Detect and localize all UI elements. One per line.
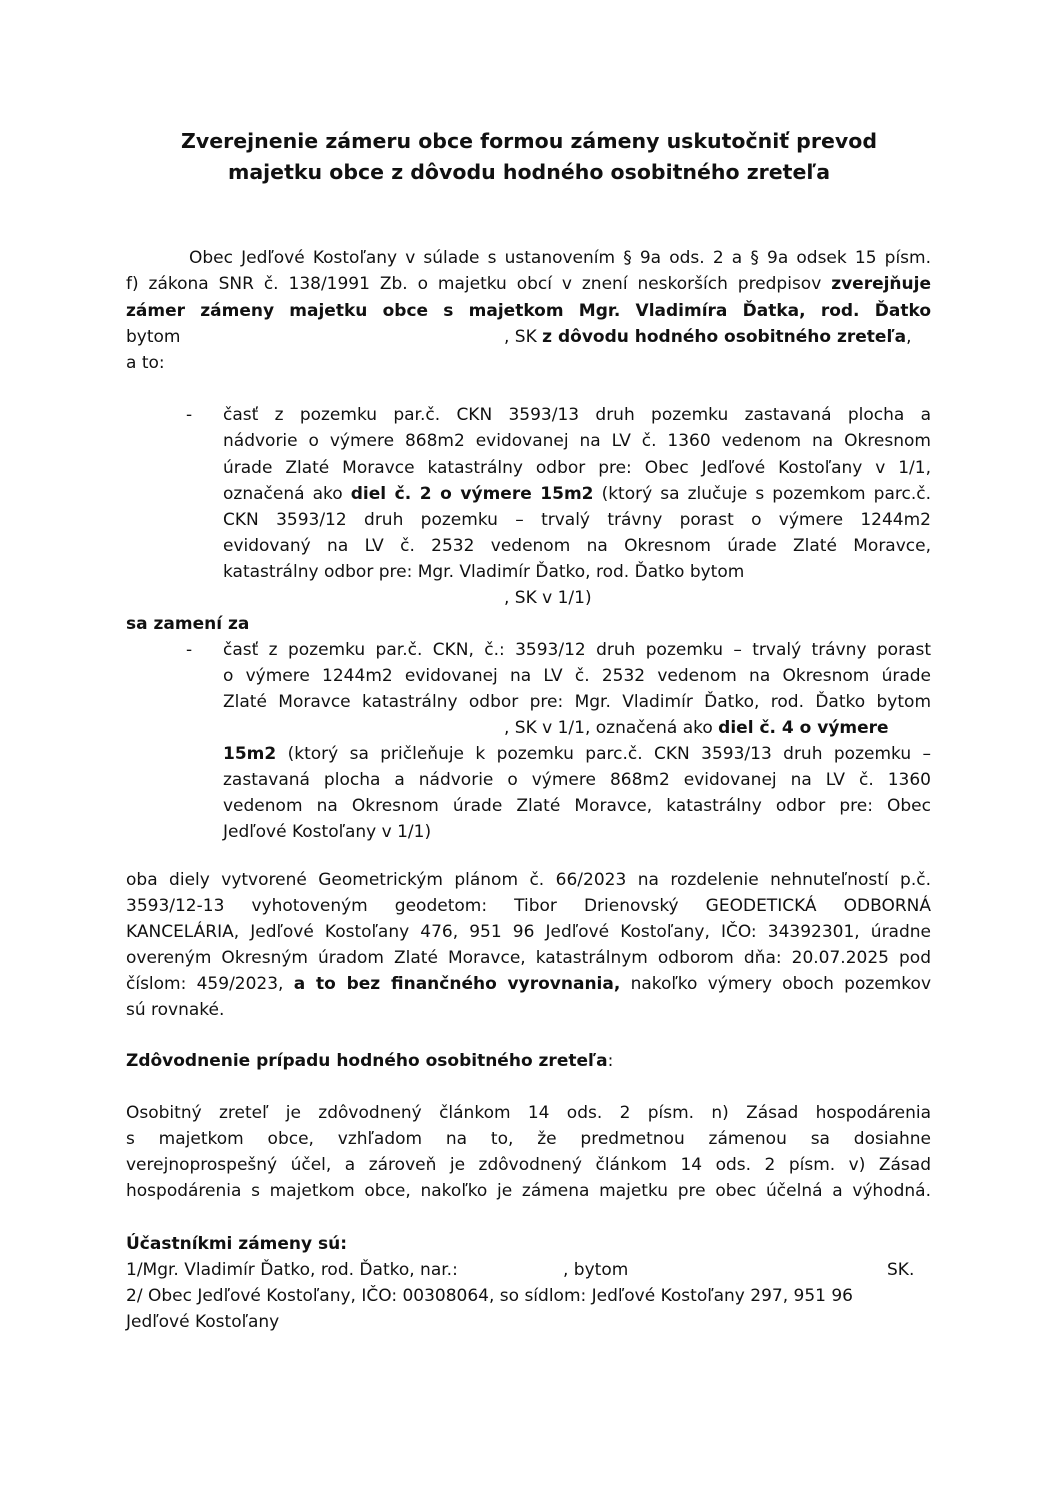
intro-line-1: Obec Jedľové Kostoľany v súlade s ustanovením § 9a ods. 2 a § 9a odsek 15 písm. <box>189 248 931 268</box>
parcel-4-area-emphasis: 15m2 <box>223 744 277 764</box>
plan-line-2: 3593/12-13 vyhotoveným geodetom: Tibor Drienovský GEODETICKÁ ODBORNÁ <box>126 896 931 916</box>
justification-line-1: Osobitný zreteľ je zdôvodnený článkom 14 ods. 2 písm. n) Zásad hospodárenia <box>126 1103 931 1123</box>
participants-heading: Účastníkmi zámeny sú: <box>126 1234 348 1254</box>
item1-line-3: úrade Zlaté Moravce katastrálny odbor pre: Obec Jedľové Kostoľany v 1/1, <box>223 458 931 478</box>
publishes-emphasis: zverejňuje <box>831 274 931 294</box>
justification-line-2: s majetkom obce, vzhľadom na to, že predmetnou zámenou sa dosiahne <box>126 1129 931 1149</box>
item2-line-2: o výmere 1244m2 evidovanej na LV č. 2532 vedenom na Okresnom úrade <box>223 666 931 686</box>
participant-2-line-1: 2/ Obec Jedľové Kostoľany, IČO: 00308064, so sídlom: Jedľové Kostoľany 297, 951 96 <box>126 1286 853 1306</box>
justification-heading: Zdôvodnenie prípadu hodného osobitného zreteľa: <box>126 1051 614 1071</box>
parcel-4-emphasis: diel č. 4 o výmere <box>718 718 889 738</box>
plan-line-3: KANCELÁRIA, Jedľové Kostoľany 476, 951 96 Jedľové Kostoľany, IČO: 34392301, úradne <box>126 922 931 942</box>
intro-line-5: a to: <box>126 353 165 373</box>
participant-2-line-2: Jedľové Kostoľany <box>126 1312 280 1332</box>
item1-line-8: , SK v 1/1) <box>504 588 592 608</box>
exchange-label: sa zamení za <box>126 614 250 634</box>
item1-line-4: označená ako diel č. 2 o výmere 15m2 (ktorý sa zlučuje s pozemkom parc.č. <box>223 484 931 504</box>
no-compensation-emphasis: a to bez finančného vyrovnania, <box>293 974 621 994</box>
plan-line-5: číslom: 459/2023, a to bez finančného vyrovnania, nakoľko výmery oboch pozemkov <box>126 974 932 994</box>
item2-line-3: Zlaté Moravce katastrálny odbor pre: Mgr. Vladimír Ďatko, rod. Ďatko bytom <box>223 692 931 712</box>
item2-line-8: Jedľové Kostoľany v 1/1) <box>223 822 432 842</box>
item1-line-2: nádvorie o výmere 868m2 evidovanej na LV č. 1360 vedenom na Okresnom <box>223 431 931 451</box>
plan-line-4: overeným Okresným úradom Zlaté Moravce, katastrálnym odborom dňa: 20.07.2025 pod <box>126 948 931 968</box>
participant-1-name: 1/Mgr. Vladimír Ďatko, rod. Ďatko, nar.: <box>126 1260 458 1280</box>
document-title-line-1: Zverejnenie zámeru obce formou zámeny uskutočniť prevod <box>181 129 877 153</box>
item2-line-6: zastavaná plocha a nádvorie o výmere 868m2 evidovanej na LV č. 1360 <box>223 770 931 790</box>
intro-line-3: zámer zámeny majetku obce s majetkom Mgr. Vladimíra Ďatka, rod. Ďatko <box>126 301 931 321</box>
intro-line-4-label: bytom <box>126 327 181 347</box>
item1-line-5: CKN 3593/12 druh pozemku – trvalý trávny porast o výmere 1244m2 <box>223 510 931 530</box>
participant-1-country: SK. <box>887 1260 915 1280</box>
item1-line-6: evidovaný na LV č. 2532 vedenom na Okresnom úrade Zlaté Moravce, <box>223 536 931 556</box>
plan-line-6: sú rovnaké. <box>126 1000 225 1020</box>
special-reason-emphasis: z dôvodu hodného osobitného zreteľa <box>542 327 907 347</box>
justification-line-3: verejnoprospešný účel, a zároveň je zdôvodnený článkom 14 ods. 2 písm. v) Zásad <box>126 1155 931 1175</box>
intro-line-2: f) zákona SNR č. 138/1991 Zb. o majetku obcí v znení neskorších predpisov zverejňuje <box>126 274 931 294</box>
document-title-line-2: majetku obce z dôvodu hodného osobitného zreteľa <box>227 160 831 184</box>
list-bullet-1: - <box>186 405 193 425</box>
justification-line-4: hospodárenia s majetkom obce, nakoľko je zámena majetku pre obec účelná a výhodná. <box>126 1181 931 1201</box>
intro-line-4: , SK z dôvodu hodného osobitného zreteľa, <box>504 327 912 347</box>
item2-line-1: časť z pozemku par.č. CKN, č.: 3593/12 druh pozemku – trvalý trávny porast <box>223 640 931 660</box>
item1-line-7: katastrálny odbor pre: Mgr. Vladimír Ďatko, rod. Ďatko bytom <box>223 562 745 582</box>
item2-line-4: , SK v 1/1, označená ako diel č. 4 o výmere <box>504 718 889 738</box>
item2-line-5: 15m2 (ktorý sa pričleňuje k pozemku parc.č. CKN 3593/13 druh pozemku – <box>223 744 931 764</box>
plan-line-1: oba diely vytvorené Geometrickým plánom č. 66/2023 na rozdelenie nehnuteľností p.č. <box>126 870 931 890</box>
item2-line-7: vedenom na Okresnom úrade Zlaté Moravce, katastrálny odbor pre: Obec <box>223 796 931 816</box>
list-bullet-2: - <box>186 640 193 660</box>
parcel-2-emphasis: diel č. 2 o výmere 15m2 <box>350 484 594 504</box>
participant-1-address-label: , bytom <box>563 1260 629 1280</box>
item1-line-1: časť z pozemku par.č. CKN 3593/13 druh pozemku zastavaná plocha a <box>223 405 931 425</box>
